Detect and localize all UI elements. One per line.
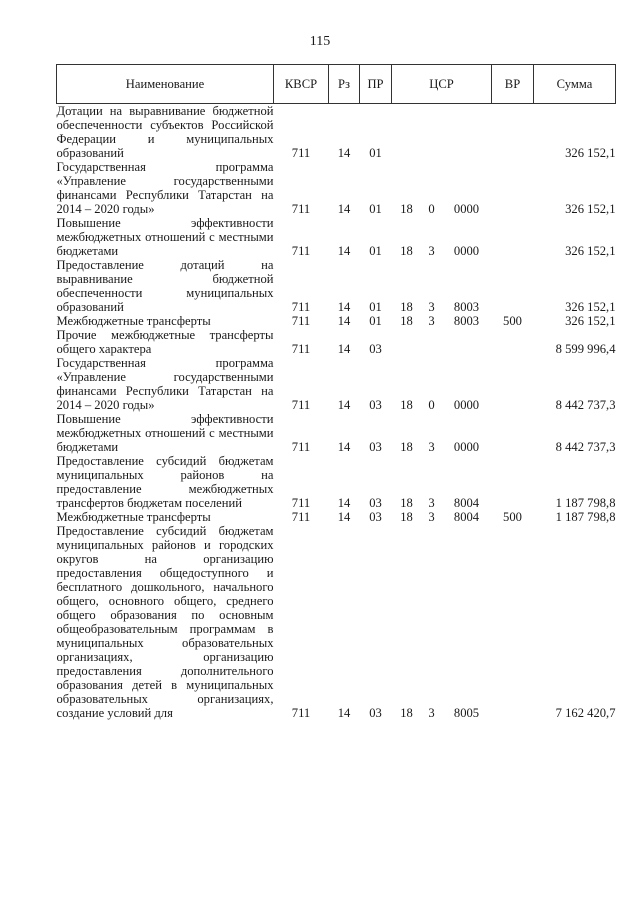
header-name: Наименование [57, 65, 274, 104]
row-csr-code [442, 328, 492, 356]
row-kvsr: 711 [291, 398, 311, 412]
row-vr [492, 454, 534, 510]
row-csr-program: 18 [400, 244, 413, 258]
row-pr: 03 [369, 510, 382, 524]
row-csr-code: 8005 [453, 706, 480, 720]
row-vr [492, 328, 534, 356]
table-row [57, 104, 616, 161]
row-kvsr: 711 [291, 706, 311, 720]
row-sum: 326 152,1 [565, 202, 616, 216]
row-csr-subprogram: 3 [428, 314, 435, 328]
row-name: Межбюджетные трансферты [56, 510, 211, 524]
row-name: Предоставление субсидий бюджетам муниципальных районов и городских округов на организацию предоставления общедоступного и бесплатного дошкольного, начального общего, основного общего, среднего общего образования по основным общеобразовательным программам в муниципальных образовательных организациях, организацию предоставления дополнительного образования детей в муниципальных образовательных организациях, создание условий для [56, 524, 274, 720]
row-pr: 01 [369, 300, 382, 314]
row-name: Межбюджетные трансферты [56, 314, 211, 328]
row-csr-subprogram [422, 104, 442, 161]
row-csr-program: 18 [400, 398, 413, 412]
row-kvsr: 711 [291, 314, 311, 328]
table-row [57, 510, 616, 524]
row-vr [492, 104, 534, 161]
row-csr-code: 0000 [453, 244, 480, 258]
row-pr: 01 [369, 314, 382, 328]
row-kvsr: 711 [291, 146, 311, 160]
row-csr-subprogram: 3 [428, 440, 435, 454]
row-csr-program: 18 [400, 496, 413, 510]
row-vr [492, 524, 534, 720]
row-csr-subprogram: 3 [428, 706, 435, 720]
row-vr: 500 [503, 314, 522, 328]
row-csr-subprogram: 0 [428, 202, 435, 216]
row-csr-subprogram: 3 [428, 300, 435, 314]
row-csr-program: 18 [400, 510, 413, 524]
table-header-row [57, 65, 616, 104]
row-vr [492, 356, 534, 412]
row-name: Повышение эффективности межбюджетных отношений с местными бюджетами [56, 412, 274, 454]
row-rz: 14 [337, 202, 351, 216]
row-kvsr: 711 [291, 342, 311, 356]
row-rz: 14 [337, 398, 351, 412]
header-sum: Сумма [534, 65, 616, 104]
row-sum: 326 152,1 [565, 146, 616, 160]
header-kvsr: КВСР [274, 65, 329, 104]
row-csr-code: 0000 [453, 440, 480, 454]
row-csr-code: 8004 [453, 496, 480, 510]
row-csr-code: 8003 [453, 314, 480, 328]
table-row [57, 328, 616, 356]
row-pr: 01 [369, 146, 382, 160]
header-vr: ВР [492, 65, 534, 104]
row-rz: 14 [337, 314, 351, 328]
row-sum: 8 442 737,3 [555, 440, 616, 454]
row-vr [492, 160, 534, 216]
table-row [57, 524, 616, 720]
row-pr: 03 [369, 398, 382, 412]
row-csr-program [392, 328, 422, 356]
row-sum: 8 442 737,3 [555, 398, 616, 412]
row-vr [492, 412, 534, 454]
row-kvsr: 711 [291, 244, 311, 258]
row-csr-subprogram [422, 328, 442, 356]
row-csr-subprogram: 3 [428, 244, 435, 258]
row-csr-program [392, 104, 422, 161]
row-sum: 7 162 420,7 [555, 706, 616, 720]
row-csr-program: 18 [400, 300, 413, 314]
row-csr-code: 8004 [453, 510, 480, 524]
row-rz: 14 [337, 510, 351, 524]
row-name: Предоставление дотаций на выравнивание бюджетной обеспеченности муниципальных образований [56, 258, 274, 314]
row-kvsr: 711 [291, 510, 311, 524]
row-csr-code: 8003 [453, 300, 480, 314]
header-csr: ЦСР [392, 65, 492, 104]
row-sum: 1 187 798,8 [555, 496, 616, 510]
table-row [57, 216, 616, 258]
row-kvsr: 711 [291, 202, 311, 216]
row-rz: 14 [337, 300, 351, 314]
table-row [57, 356, 616, 412]
row-vr [492, 216, 534, 258]
row-kvsr: 711 [291, 300, 311, 314]
table-row [57, 314, 616, 328]
row-pr: 03 [369, 496, 382, 510]
page-number: 115 [309, 34, 331, 49]
row-pr: 03 [369, 440, 382, 454]
row-name: Государственная программа «Управление государственными финансами Республики Татарстан на 2014 – 2020 годы» [56, 356, 274, 412]
row-rz: 14 [337, 440, 351, 454]
row-sum: 8 599 996,4 [555, 342, 616, 356]
table-row [57, 258, 616, 314]
table-row [57, 454, 616, 510]
row-csr-program: 18 [400, 706, 413, 720]
row-name: Прочие межбюджетные трансферты общего характера [56, 328, 274, 356]
row-sum: 326 152,1 [565, 244, 616, 258]
row-kvsr: 711 [291, 496, 311, 510]
row-kvsr: 711 [291, 440, 311, 454]
row-vr [492, 258, 534, 314]
table-row [57, 160, 616, 216]
row-pr: 03 [369, 342, 382, 356]
row-name: Государственная программа «Управление государственными финансами Республики Татарстан на 2014 – 2020 годы» [56, 160, 274, 216]
row-csr-code: 0000 [453, 202, 480, 216]
row-sum: 326 152,1 [565, 314, 616, 328]
header-pr: ПР [360, 65, 392, 104]
row-csr-program: 18 [400, 440, 413, 454]
row-sum: 1 187 798,8 [555, 510, 616, 524]
row-rz: 14 [337, 342, 351, 356]
table-row [57, 412, 616, 454]
row-rz: 14 [337, 706, 351, 720]
budget-table [56, 64, 616, 720]
row-name: Дотации на выравнивание бюджетной обеспеченности субъектов Российской Федерации и муниципальных образований [56, 104, 274, 160]
row-rz: 14 [337, 496, 351, 510]
row-pr: 03 [369, 706, 382, 720]
row-vr: 500 [503, 510, 522, 524]
row-csr-code [442, 104, 492, 161]
row-csr-subprogram: 3 [428, 496, 435, 510]
row-rz: 14 [337, 244, 351, 258]
row-csr-code: 0000 [453, 398, 480, 412]
row-csr-program: 18 [400, 202, 413, 216]
row-rz: 14 [337, 146, 351, 160]
row-sum: 326 152,1 [565, 300, 616, 314]
row-pr: 01 [369, 202, 382, 216]
row-csr-program: 18 [400, 314, 413, 328]
row-name: Повышение эффективности межбюджетных отношений с местными бюджетами [56, 216, 274, 258]
header-rz: Рз [329, 65, 360, 104]
row-csr-subprogram: 0 [428, 398, 435, 412]
row-pr: 01 [369, 244, 382, 258]
row-name: Предоставление субсидий бюджетам муниципальных районов на предоставление межбюджетных трансфертов бюджетам поселений [56, 454, 274, 510]
row-csr-subprogram: 3 [428, 510, 435, 524]
